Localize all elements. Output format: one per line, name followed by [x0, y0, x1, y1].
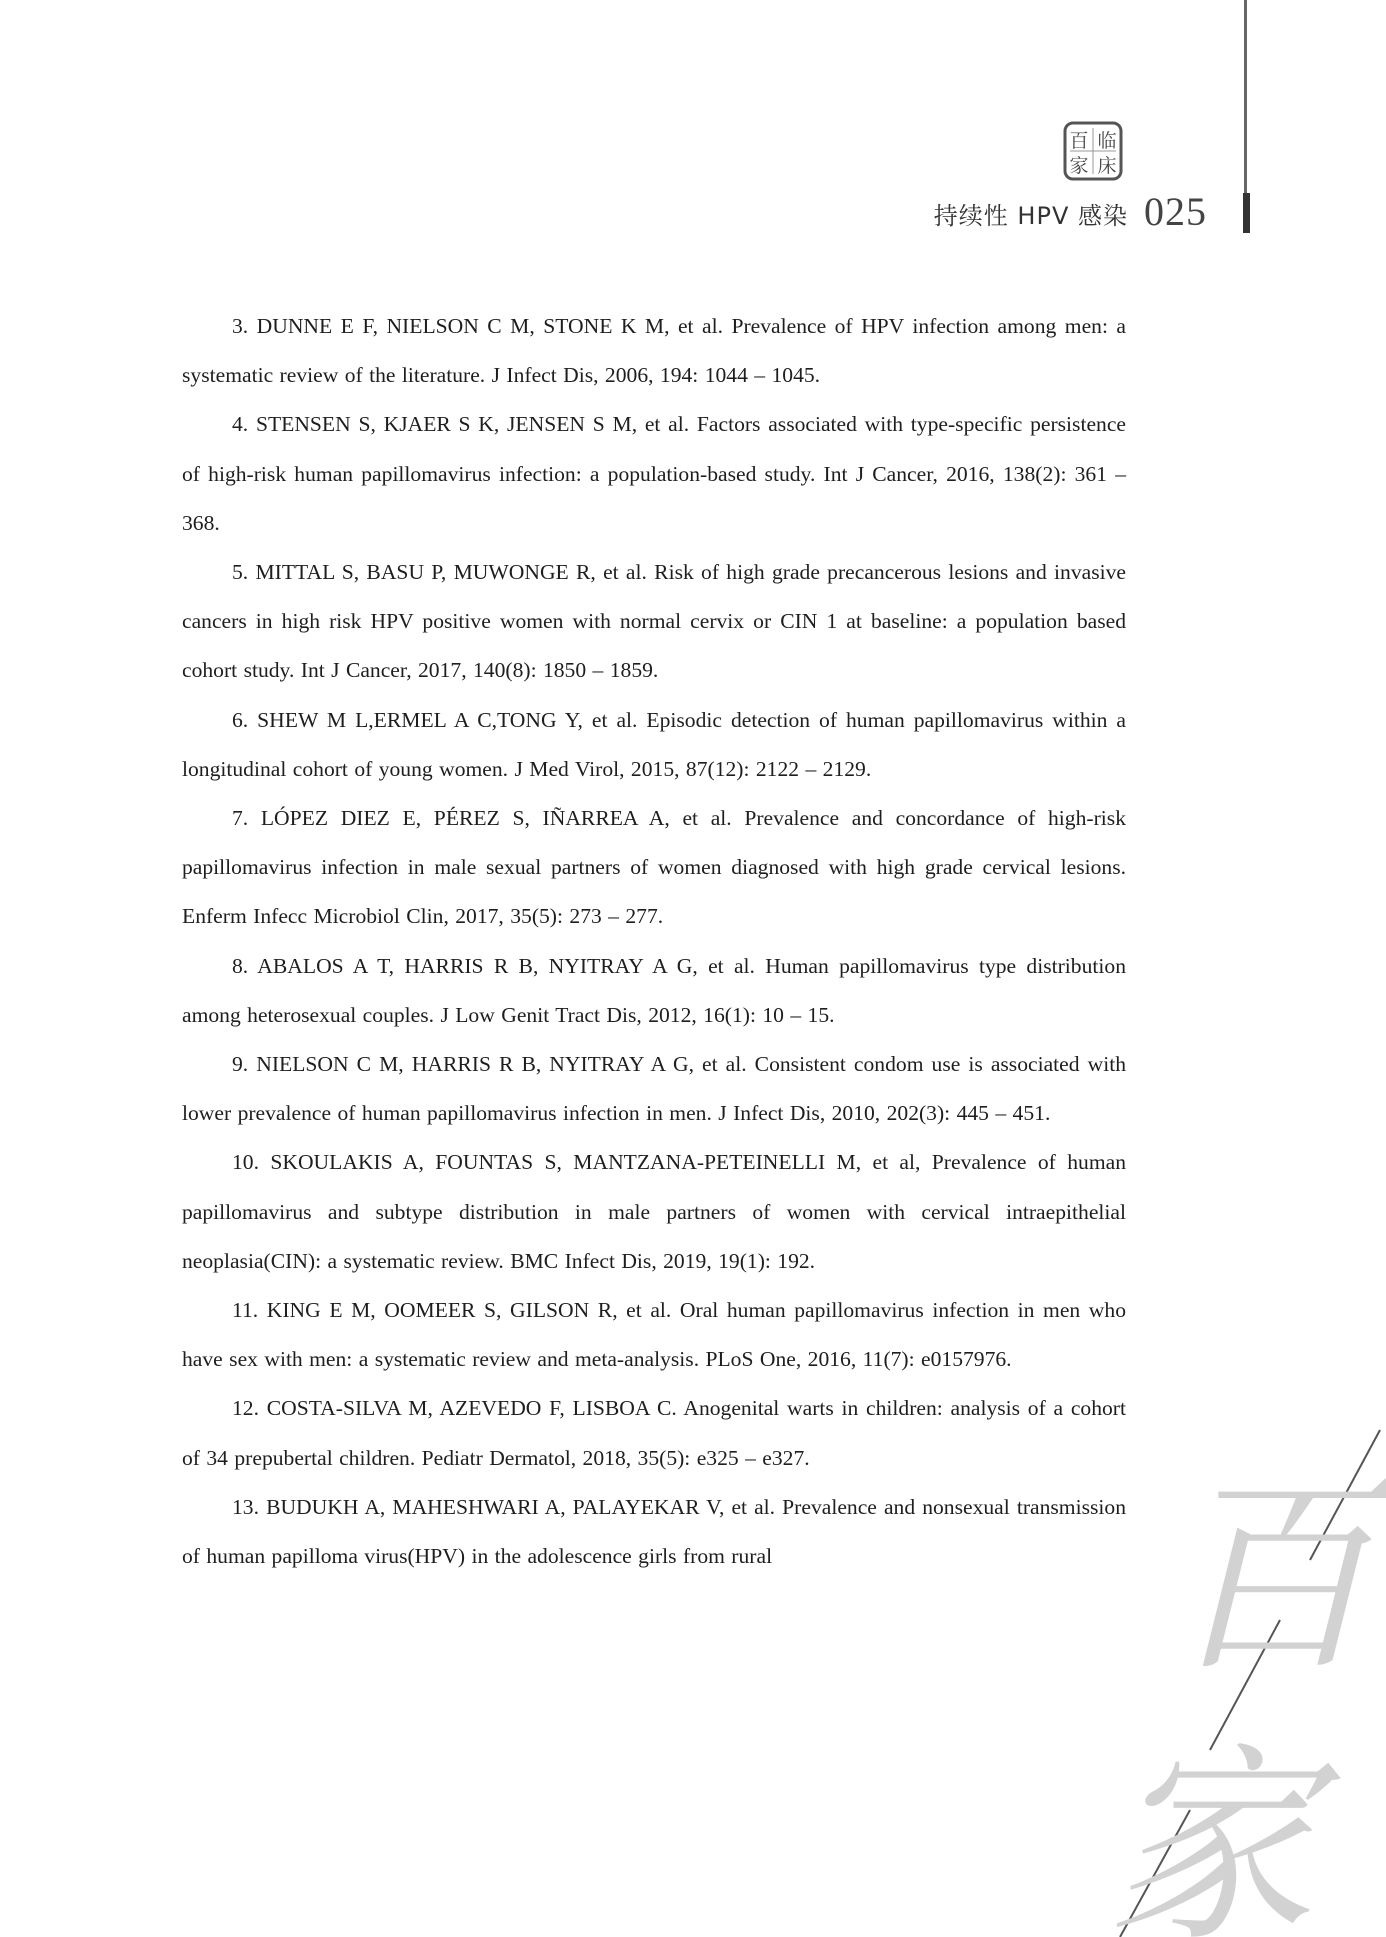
reference-item: 4. STENSEN S, KJAER S K, JENSEN S M, et al. Factors associated with type-specific persistence of high-risk human papillomavirus infection: a population-based study. Int J Cancer, 2016, 138(2): 361 – 368. [182, 412, 1126, 535]
reference-item: 12. COSTA-SILVA M, AZEVEDO F, LISBOA C. Anogenital warts in children: analysis of a cohort of 34 prepubertal children. Pediatr Dermatol, 2018, 35(5): e325 – e327. [182, 1396, 1126, 1470]
svg-text:床: 床 [1097, 155, 1117, 177]
header-vertical-rule [1244, 0, 1247, 200]
reference-list [182, 302, 1126, 1581]
reference-item: 6. SHEW M L,ERMEL A C,TONG Y, et al. Episodic detection of human papillomavirus within a longitudinal cohort of young women. J Med Virol, 2015, 87(12): 2122 – 2129. [182, 707, 1126, 781]
svg-text:百: 百 [1164, 1455, 1376, 1700]
reference-item: 9. NIELSON C M, HARRIS R B, NYITRAY A G, et al. Consistent condom use is associated with lower prevalence of human papillomavirus infection in men. J Infect Dis, 2010, 202(3): 445 – 451. [182, 1052, 1126, 1126]
header-bold-rule [1243, 193, 1250, 233]
seal-logo [1062, 120, 1124, 182]
svg-text:百: 百 [1069, 130, 1089, 152]
reference-item: 13. BUDUKH A, MAHESHWARI A, PALAYEKAR V, et al. Prevalence and nonsexual transmission of human papilloma virus(HPV) in the adolescence girls from rural [182, 1494, 1126, 1569]
reference-item: 11. KING E M, OOMEER S, GILSON R, et al. Oral human papillomavirus infection in men who have sex with men: a systematic review and meta-analysis. PLoS One, 2016, 11(7): e0157976. [182, 1298, 1126, 1372]
reference-item: 7. LÓPEZ DIEZ E, PÉREZ S, IÑARREA A, et al. Prevalence and concordance of high-risk papillomavirus infection in male sexual partners of women diagnosed with high grade cervical lesions. Enferm Infecc Microbiol Clin, 2017, 35(5): 273 – 277. [182, 806, 1126, 929]
reference-item: 3. DUNNE E F, NIELSON C M, STONE K M, et al. Prevalence of HPV infection among men: a systematic review of the literature. J Infect Dis, 2006, 194: 1044 – 1045. [182, 314, 1126, 388]
running-header-title: 持续性 HPV 感染 [933, 202, 1128, 230]
svg-text:临: 临 [1097, 130, 1117, 152]
svg-text:家: 家 [1104, 1725, 1316, 1937]
page-number: 025 [1144, 189, 1207, 234]
svg-text:家: 家 [1069, 155, 1089, 177]
calligraphy-watermark [1080, 1420, 1386, 1937]
reference-item: 10. SKOULAKIS A, FOUNTAS S, MANTZANA-PETEINELLI M, et al, Prevalence of human papillomavirus and subtype distribution in male partners of women with cervical intraepithelial neoplasia(CIN): a systematic review. BMC Infect Dis, 2019, 19(1): 192. [182, 1150, 1126, 1273]
reference-item: 8. ABALOS A T, HARRIS R B, NYITRAY A G, et al. Human papillomavirus type distribution among heterosexual couples. J Low Genit Tract Dis, 2012, 16(1): 10 – 15. [182, 953, 1126, 1027]
reference-item: 5. MITTAL S, BASU P, MUWONGE R, et al. Risk of high grade precancerous lesions and invasive cancers in high risk HPV positive women with normal cervix or CIN 1 at baseline: a population based cohort study. Int J Cancer, 2017, 140(8): 1850 – 1859. [182, 560, 1126, 683]
